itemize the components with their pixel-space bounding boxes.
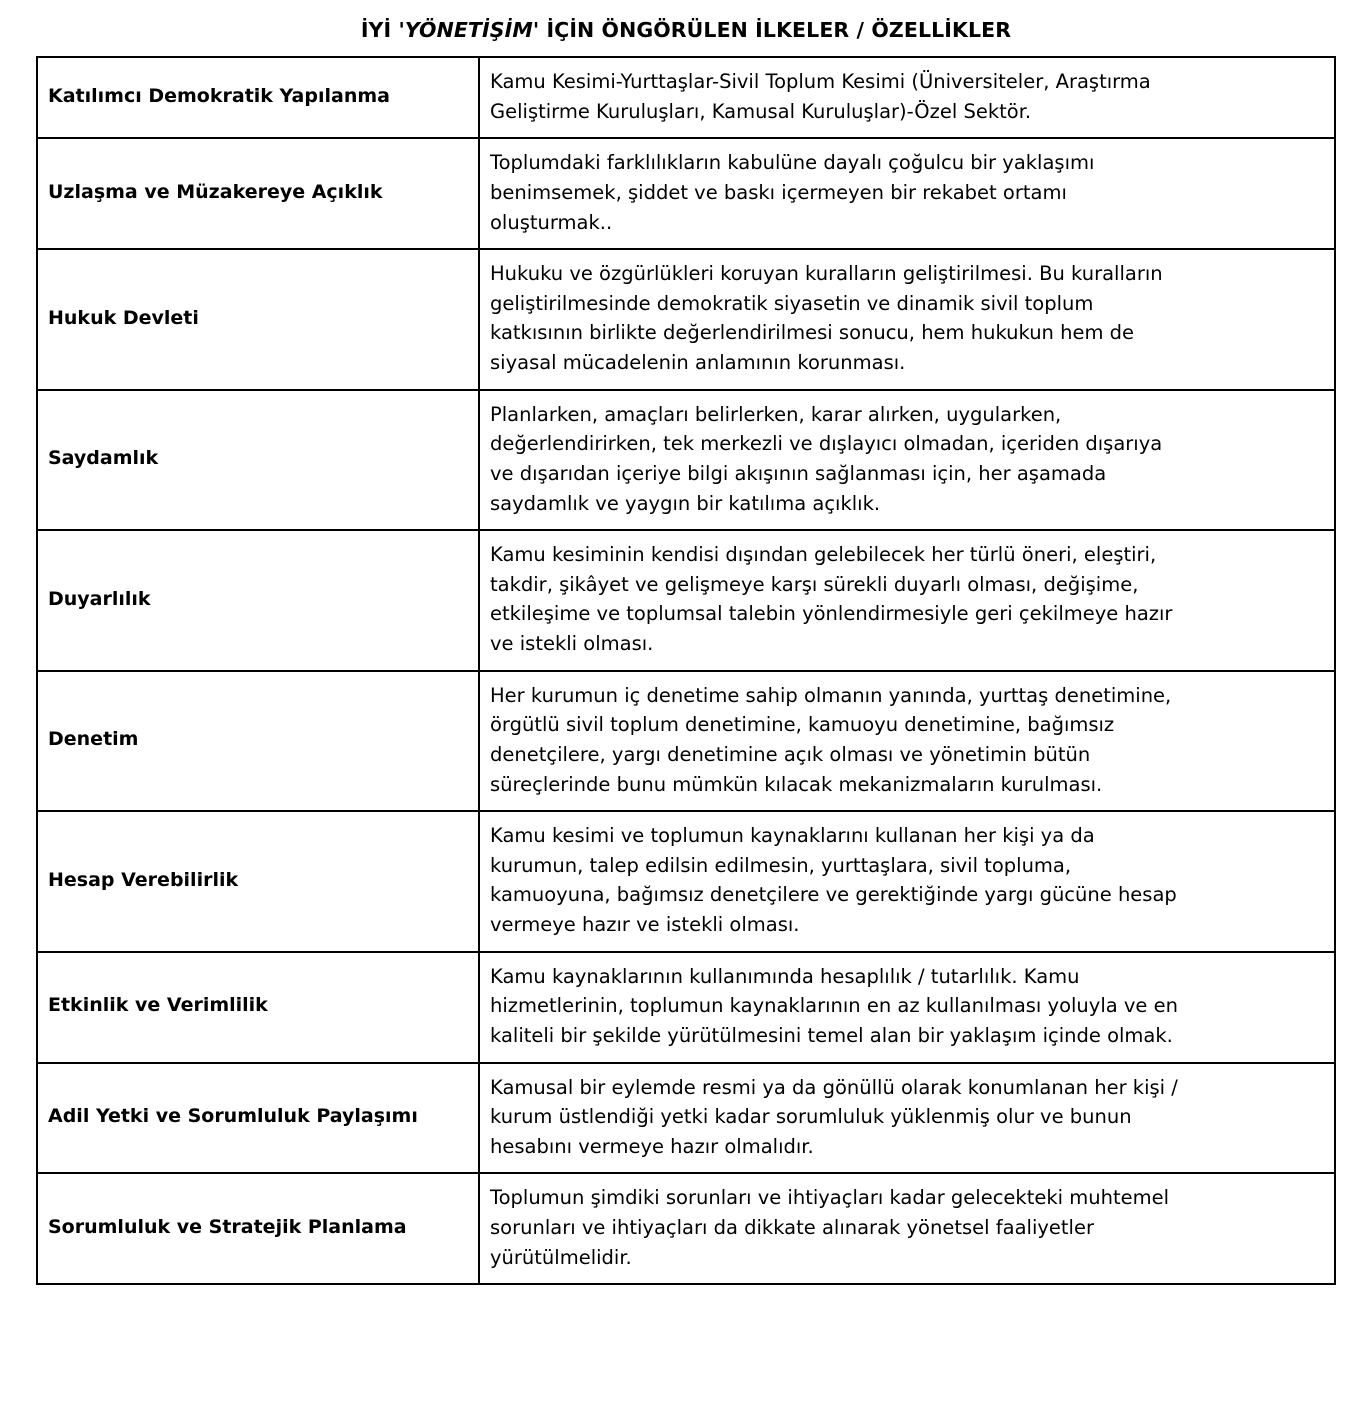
principle-name: Hukuk Devleti	[37, 249, 479, 390]
principle-description	[479, 671, 1335, 812]
description-line: kurumun, talep edilsin edilmesin, yurttaşlara, sivil topluma,	[490, 853, 1072, 877]
principle-name: Saydamlık	[37, 390, 479, 531]
principle-name: Denetim	[37, 671, 479, 812]
description-line: hizmetlerinin, toplumun kaynaklarının en az kullanılması yoluyla ve en	[490, 994, 1178, 1018]
table-row	[37, 1063, 1335, 1174]
description-line: vermeye hazır ve istekli olması.	[490, 913, 800, 936]
description-line: yürütülmelidir.	[490, 1245, 632, 1269]
description-line: oluşturmak..	[490, 210, 613, 234]
description-line: kurum üstlendiği yetki kadar sorumluluk yüklenmiş olur ve bunun	[490, 1105, 1132, 1129]
description-line: denetçilere, yargı denetimine açık olması ve yönetimin bütün	[490, 742, 1091, 766]
principle-description	[479, 1173, 1335, 1284]
principle-description	[479, 811, 1335, 952]
table-row	[37, 811, 1335, 952]
description-line: Kamu kaynaklarının kullanımında hesaplılık / tutarlılık. Kamu	[490, 964, 1080, 988]
description-line: Kamu Kesimi-Yurttaşlar-Sivil Toplum Kesimi (Üniversiteler, Araştırma	[490, 70, 1151, 93]
page-title-prefix: İYİ '	[360, 18, 405, 42]
principle-name: Adil Yetki ve Sorumluluk Paylaşımı	[37, 1063, 479, 1174]
description-line: etkileşime ve toplumsal talebin yönlendirmesiyle geri çekilmeye hazır	[490, 602, 1173, 626]
principle-description	[479, 390, 1335, 531]
principle-name: Katılımcı Demokratik Yapılanma	[37, 57, 479, 138]
principle-name: Uzlaşma ve Müzakereye Açıklık	[37, 138, 479, 249]
principle-description	[479, 138, 1335, 249]
table-row	[37, 530, 1335, 671]
description-line: Kamu kesimi ve toplumun kaynaklarını kullanan her kişi ya da	[490, 824, 1095, 848]
principle-description	[479, 1063, 1335, 1174]
description-line: Toplumun şimdiki sorunları ve ihtiyaçları kadar gelecekteki muhtemel	[490, 1186, 1170, 1210]
description-line: sorunları ve ihtiyaçları da dikkate alınarak yönetsel faaliyetler	[490, 1216, 1094, 1239]
principles-table-body	[37, 57, 1335, 1284]
description-line: Her kurumun iç denetime sahip olmanın yanında, yurttaş denetimine,	[490, 683, 1172, 707]
page-title-emphasis: YÖNETİŞİM	[404, 18, 533, 42]
principle-name: Etkinlik ve Verimlilik	[37, 952, 479, 1063]
description-line: hesabını vermeye hazır olmalıdır.	[490, 1134, 814, 1158]
principle-description	[479, 530, 1335, 671]
description-line: Toplumdaki farklılıkların kabulüne dayalı çoğulcu bir yaklaşımı	[490, 151, 1095, 175]
description-line: geliştirilmesinde demokratik siyasetin ve dinamik sivil toplum	[490, 291, 1094, 315]
description-line: siyasal mücadelenin anlamının korunması.	[490, 351, 906, 374]
table-row	[37, 952, 1335, 1063]
table-row	[37, 390, 1335, 531]
principle-name: Duyarlılık	[37, 530, 479, 671]
description-line: Geliştirme Kuruluşları, Kamusal Kuruluşlar)-Özel Sektör.	[490, 99, 1032, 123]
principles-table	[36, 56, 1336, 1285]
description-line: Kamusal bir eylemde resmi ya da gönüllü olarak konumlanan her kişi /	[490, 1075, 1178, 1099]
description-line: kamuoyuna, bağımsız denetçilere ve gerektiğinde yargı gücüne hesap	[490, 883, 1177, 907]
description-line: katkısının birlikte değerlendirilmesi sonucu, hem hukukun hem de	[490, 321, 1135, 345]
table-row	[37, 57, 1335, 138]
table-row	[37, 138, 1335, 249]
description-line: kaliteli bir şekilde yürütülmesini temel alan bir yaklaşım içinde olmak.	[490, 1023, 1173, 1047]
principle-description	[479, 249, 1335, 390]
description-line: Kamu kesiminin kendisi dışından gelebilecek her türlü öneri, eleştiri,	[490, 543, 1157, 567]
description-line: saydamlık ve yaygın bir katılıma açıklık.	[490, 491, 881, 515]
principle-description	[479, 952, 1335, 1063]
description-line: süreçlerinde bunu mümkün kılacak mekanizmaların kurulması.	[490, 772, 1103, 796]
page-title-suffix: ' İÇİN ÖNGÖRÜLEN İLKELER / ÖZELLİKLER	[532, 18, 1012, 42]
description-line: ve istekli olması.	[490, 632, 654, 655]
description-line: benimsemek, şiddet ve baskı içermeyen bir rekabet ortamı	[490, 180, 1067, 204]
description-line: örgütlü sivil toplum denetimine, kamuoyu denetimine, bağımsız	[490, 713, 1115, 737]
table-row	[37, 671, 1335, 812]
page-title	[36, 18, 1336, 42]
table-row	[37, 249, 1335, 390]
description-line: değerlendirirken, tek merkezli ve dışlayıcı olmadan, içeriden dışarıya	[490, 432, 1163, 456]
description-line: takdir, şikâyet ve gelişmeye karşı sürekli duyarlı olması, değişime,	[490, 572, 1139, 596]
principle-description	[479, 57, 1335, 138]
principle-name: Sorumluluk ve Stratejik Planlama	[37, 1173, 479, 1284]
description-line: ve dışarıdan içeriye bilgi akışının sağlanması için, her aşamada	[490, 461, 1107, 485]
description-line: Hukuku ve özgürlükleri koruyan kuralların geliştirilmesi. Bu kuralların	[490, 262, 1163, 286]
table-row	[37, 1173, 1335, 1284]
principle-name: Hesap Verebilirlik	[37, 811, 479, 952]
description-line: Planlarken, amaçları belirlerken, karar alırken, uygularken,	[490, 402, 1062, 426]
